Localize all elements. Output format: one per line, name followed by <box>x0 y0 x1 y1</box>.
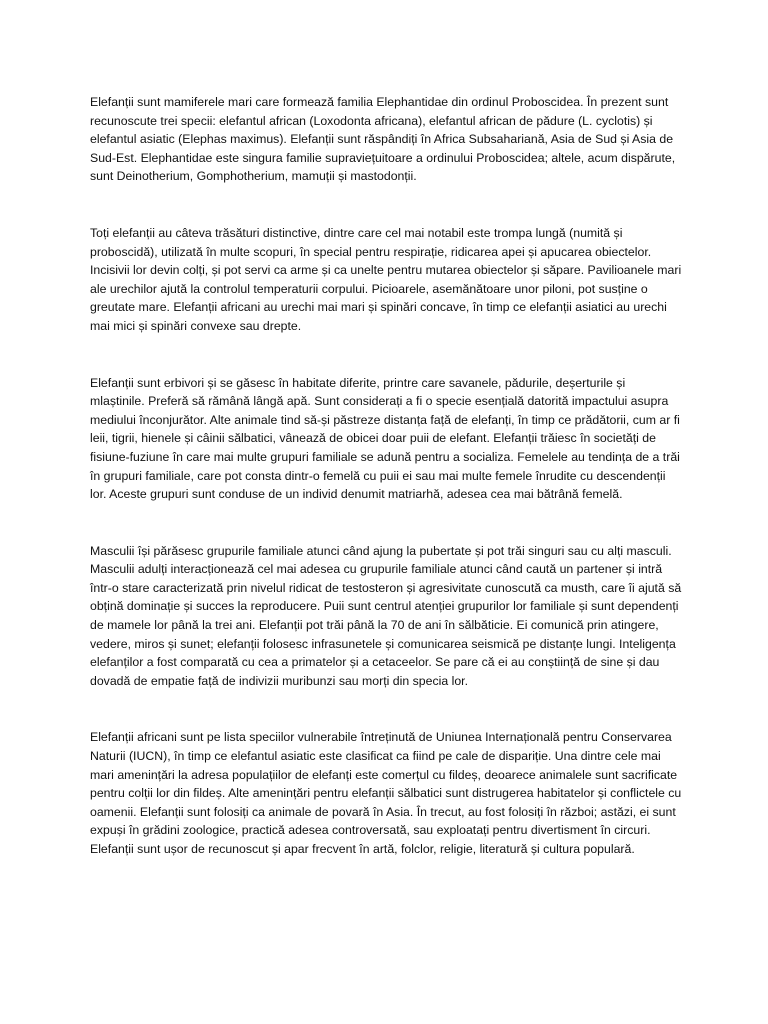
paragraph-habitat: Elefanții sunt erbivori și se găsesc în habitate diferite, printre care savanele, pădurile, deșerturile și mlaștinile. Preferă să rămână lângă apă. Sunt considerați a fi o specie esențială datorită impactului asupra mediului înconjurător. Alte animale tind să-și păstreze distanța față de elefanți, în timp ce prădătorii, cum ar fi leii, tigrii, hienele și câinii sălbatici, vânează de obicei doar puii de elefant. Elefanții trăiesc în societăți de fisiune-fuziune în care mai multe grupuri familiale se adună pentru a socializa. Femelele au tendința de a trăi în grupuri familiale, care pot consta dintr-o femelă cu puii ei sau mai multe femele înrudite cu descendenții lor. Aceste grupuri sunt conduse de un individ denumit matriarhă, adesea cea mai bătrână femelă. <box>90 375 680 502</box>
document-body <box>90 93 682 859</box>
paragraph-intro: Elefanții sunt mamiferele mari care formează familia Elephantidae din ordinul Proboscidea. În prezent sunt recunoscute trei specii: elefantul african (Loxodonta africana), elefantul african de pădure (L. cyclotis) și elefantul asiatic (Elephas maximus). Elefanții sunt răspândiți în Africa Subsahariană, Asia de Sud și Asia de Sud-Est. Elephantidae este singura familie supraviețuitoare a ordinului Proboscidea; altele, acum dispărute, sunt Deinotherium, Gomphotherium, mamuții și mastodonții. <box>90 95 676 184</box>
paragraph-traits: Toți elefanții au câteva trăsături distinctive, dintre care cel mai notabil este trompa lungă (numită și proboscidă), utilizată în multe scopuri, în special pentru respirație, ridicarea apei și apucarea obiectelor. Incisivii lor devin colți, și pot servi ca arme și ca unelte pentru mutarea obiectelor și săpare. Pavilioanele mari ale urechilor ajută la controlul temperaturii corpului. Picioarele, asemănătoare unor piloni, pot susține o greutate mare. Elefanții africani au urechi mai mari și spinări concave, în timp ce elefanții asiatici au urechi mai mici și spinări convexe sau drepte. <box>90 225 682 333</box>
paragraph-conservation: Elefanții africani sunt pe lista speciilor vulnerabile întreținută de Uniunea Internațională pentru Conservarea Naturii (IUCN), în timp ce elefantul asiatic este clasificat ca fiind pe cale de dispariție. Una dintre cele mai mari amenințări la adresa populațiilor de elefanți este comerțul cu fildeș, deoarece animalele sunt sacrificate pentru colții lor din fildeș. Alte amenințări pentru elefanții sălbatici sunt distrugerea habitatelor și conflictele cu oamenii. Elefanții sunt folosiți ca animale de povară în Asia. În trecut, au fost folosiți în război; astăzi, ei sunt expuși în grădini zoologice, practică adesea controversată, sau exploatați pentru divertisment în circuri. Elefanții sunt ușor de recunoscut și apar frecvent în artă, folclor, religie, literatură și cultura populară. <box>90 730 682 856</box>
paragraph-males: Masculii își părăsesc grupurile familiale atunci când ajung la pubertate și pot trăi singuri sau cu alți masculi. Masculii adulți interacționează cel mai adesea cu grupurile familiale atunci când caută un partener și intră într-o stare caracterizată prin nivelul ridicat de testosteron și agresivitate cunoscută ca musth, care îi ajută să obțină dominație și succes la reproducere. Puii sunt centrul atenției grupurilor lor familiale și sunt dependenți de mamele lor până la trei ani. Elefanții pot trăi până la 70 de ani în sălbăticie. Ei comunică prin atingere, vedere, miros și sunet; elefanții folosesc infrasunetele și comunicarea seismică pe distanțe lungi. Inteligența elefanților a fost comparată cu cea a primatelor și a cetaceelor. Se pare că ei au conștiință de sine și dau dovadă de empatie față de indivizii muribunzi sau morți din specia lor. <box>90 543 682 688</box>
